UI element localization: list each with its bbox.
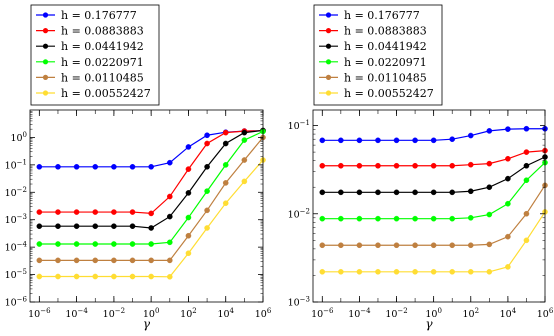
data-point <box>487 161 492 166</box>
data-point <box>394 269 399 274</box>
data-point <box>74 224 79 229</box>
data-point <box>338 190 343 195</box>
data-point <box>167 194 172 199</box>
data-point <box>111 274 116 279</box>
data-point <box>412 269 417 274</box>
legend-label: h = 0.00552427 <box>61 87 151 100</box>
data-point <box>524 178 529 183</box>
data-point <box>130 164 135 169</box>
y-tick-label-exponent: −3 <box>16 213 27 222</box>
data-point <box>375 269 380 274</box>
data-point <box>487 212 492 217</box>
data-point <box>186 215 191 220</box>
data-point <box>487 269 492 274</box>
data-point <box>130 274 135 279</box>
data-point <box>204 189 209 194</box>
y-tick-label-base: 10 <box>4 160 17 172</box>
x-tick-label-exponent: −4 <box>360 307 371 315</box>
data-point <box>204 141 209 146</box>
y-tick-label-exponent: −5 <box>16 268 27 277</box>
data-point <box>149 258 154 263</box>
legend-label: h = 0.0883883 <box>344 24 427 38</box>
data-point <box>505 264 510 269</box>
data-point <box>111 258 116 263</box>
data-point <box>111 241 116 246</box>
y-tick-label-base: 10 <box>4 242 17 254</box>
data-point <box>524 238 529 243</box>
x-tick-label-base: 10 <box>102 309 115 320</box>
y-tick-label-exponent: −2 <box>16 185 27 194</box>
legend-swatch-marker <box>43 75 48 80</box>
data-point <box>74 164 79 169</box>
data-point <box>431 243 436 248</box>
y-tick-label-base: 10 <box>4 270 17 282</box>
x-tick-label-base: 10 <box>254 309 267 320</box>
data-point <box>149 274 154 279</box>
data-point <box>450 163 455 168</box>
data-point <box>357 138 362 143</box>
x-tick-label-exponent: 0 <box>437 307 442 315</box>
data-point <box>450 216 455 221</box>
data-point <box>223 130 228 135</box>
data-point <box>111 164 116 169</box>
data-point <box>431 138 436 143</box>
y-tick-label-base: 10 <box>10 132 23 144</box>
legend-label: h = 0.0441942 <box>344 40 427 54</box>
legend-swatch-marker <box>326 59 331 64</box>
data-point <box>204 208 209 213</box>
data-point <box>357 216 362 221</box>
data-point <box>412 163 417 168</box>
x-tick-label-base: 10 <box>65 309 78 320</box>
y-tick-label-base: 10 <box>4 215 17 227</box>
y-tick-label-exponent: −1 <box>16 158 27 167</box>
legend-swatch-marker <box>326 12 331 17</box>
legend-swatch-marker <box>43 59 48 64</box>
data-point <box>320 190 325 195</box>
data-point <box>55 209 60 214</box>
data-point <box>394 163 399 168</box>
data-point <box>357 190 362 195</box>
y-tick-label-exponent: −3 <box>299 295 310 304</box>
legend-label: h = 0.0441942 <box>61 40 144 54</box>
data-point <box>130 258 135 263</box>
data-point <box>505 234 510 239</box>
data-point <box>223 162 228 167</box>
data-point <box>186 233 191 238</box>
data-point <box>412 243 417 248</box>
legend-label: h = 0.0220971 <box>344 55 427 69</box>
data-point <box>55 274 60 279</box>
data-point <box>487 185 492 190</box>
data-point <box>37 274 42 279</box>
data-point <box>357 269 362 274</box>
data-point <box>524 126 529 131</box>
legend-label: h = 0.176777 <box>61 9 137 22</box>
legend-swatch-marker <box>43 90 48 95</box>
y-tick-label-exponent: −4 <box>16 240 27 249</box>
data-point <box>338 163 343 168</box>
data-point <box>375 243 380 248</box>
data-point <box>320 138 325 143</box>
data-point <box>450 243 455 248</box>
data-point <box>487 128 492 133</box>
x-tick-label-base: 10 <box>536 309 549 320</box>
x-tick-label-exponent: 4 <box>511 307 517 315</box>
data-point <box>412 190 417 195</box>
data-point <box>320 243 325 248</box>
data-point <box>130 209 135 214</box>
x-tick-label-exponent: 2 <box>474 307 480 315</box>
x-tick-label-base: 10 <box>28 309 41 320</box>
x-tick-label-exponent: 4 <box>229 307 235 315</box>
data-point <box>204 133 209 138</box>
legend-swatch-marker <box>326 90 331 95</box>
data-point <box>167 160 172 165</box>
data-point <box>357 163 362 168</box>
data-point <box>468 243 473 248</box>
legend-swatch-marker <box>326 75 331 80</box>
y-tick-label-base: 10 <box>287 121 300 133</box>
data-point <box>505 201 510 206</box>
data-point <box>37 209 42 214</box>
data-point <box>93 241 98 246</box>
data-point <box>93 224 98 229</box>
data-point <box>338 243 343 248</box>
legend-swatch-marker <box>326 28 331 33</box>
data-point <box>167 240 172 245</box>
y-tick-label-exponent: −1 <box>299 119 310 128</box>
data-point <box>37 224 42 229</box>
data-point <box>431 190 436 195</box>
data-point <box>468 215 473 220</box>
data-point <box>394 216 399 221</box>
data-point <box>450 269 455 274</box>
data-point <box>242 137 247 142</box>
data-point <box>394 243 399 248</box>
data-point <box>167 274 172 279</box>
data-point <box>338 138 343 143</box>
data-point <box>468 162 473 167</box>
data-point <box>505 127 510 132</box>
data-point <box>167 214 172 219</box>
data-point <box>93 164 98 169</box>
x-tick-label-base: 10 <box>217 309 230 320</box>
x-tick-label-exponent: −6 <box>323 307 334 315</box>
x-tick-label-exponent: −4 <box>77 307 88 315</box>
data-point <box>74 274 79 279</box>
data-point <box>412 138 417 143</box>
data-point <box>167 258 172 263</box>
x-tick-label-base: 10 <box>348 309 361 320</box>
data-point <box>431 216 436 221</box>
data-point <box>186 190 191 195</box>
x-tick-label-base: 10 <box>462 309 475 320</box>
data-point <box>149 164 154 169</box>
data-point <box>130 241 135 246</box>
x-tick-label-exponent: 2 <box>192 307 197 315</box>
x-tick-label-exponent: −6 <box>40 307 51 315</box>
x-tick-label-base: 10 <box>425 309 438 320</box>
data-point <box>74 209 79 214</box>
data-point <box>468 133 473 138</box>
x-tick-label-base: 10 <box>180 309 193 320</box>
legend-label: h = 0.176777 <box>344 9 420 22</box>
legend-swatch-marker <box>43 28 48 33</box>
data-point <box>431 163 436 168</box>
data-point <box>242 179 247 184</box>
data-point <box>524 150 529 155</box>
data-point <box>338 216 343 221</box>
x-tick-label-exponent: −2 <box>397 307 408 315</box>
data-point <box>468 189 473 194</box>
data-point <box>55 258 60 263</box>
x-tick-label-base: 10 <box>311 309 324 320</box>
data-point <box>55 224 60 229</box>
y-tick-label-base: 10 <box>4 297 17 309</box>
x-tick-label-exponent: 6 <box>266 307 272 315</box>
data-point <box>320 269 325 274</box>
data-point <box>55 241 60 246</box>
data-point <box>431 269 436 274</box>
data-point <box>74 258 79 263</box>
data-point <box>204 164 209 169</box>
data-point <box>375 138 380 143</box>
x-tick-label-base: 10 <box>385 309 398 320</box>
data-point <box>468 269 473 274</box>
data-point <box>186 167 191 172</box>
data-point <box>149 241 154 246</box>
legend-swatch-marker <box>43 12 48 17</box>
x-axis-title: γ <box>425 317 433 331</box>
x-tick-label-base: 10 <box>142 309 155 320</box>
y-tick-label-base: 10 <box>287 297 300 309</box>
data-point <box>320 163 325 168</box>
x-tick-label-exponent: −2 <box>114 307 126 315</box>
data-point <box>93 274 98 279</box>
x-tick-label-base: 10 <box>499 309 512 320</box>
data-point <box>320 216 325 221</box>
data-point <box>524 163 529 168</box>
y-tick-label-exponent: 0 <box>22 130 27 139</box>
data-point <box>111 209 116 214</box>
data-point <box>37 241 42 246</box>
data-point <box>37 258 42 263</box>
data-point <box>55 164 60 169</box>
data-point <box>37 164 42 169</box>
data-point <box>450 137 455 142</box>
data-point <box>93 258 98 263</box>
data-point <box>242 130 247 135</box>
legend-label: h = 0.0883883 <box>61 24 144 38</box>
data-point <box>242 157 247 162</box>
y-tick-label-exponent: −6 <box>16 295 27 304</box>
data-point <box>375 163 380 168</box>
data-point <box>505 156 510 161</box>
legend-label: h = 0.0110485 <box>344 71 427 85</box>
data-point <box>524 211 529 216</box>
data-point <box>111 224 116 229</box>
data-point <box>487 242 492 247</box>
data-point <box>338 269 343 274</box>
legend-label: h = 0.0220971 <box>61 55 144 69</box>
y-tick-label-base: 10 <box>287 209 300 221</box>
data-point <box>149 225 154 230</box>
data-point <box>186 144 191 149</box>
y-tick-label-exponent: −2 <box>299 207 310 216</box>
data-point <box>93 209 98 214</box>
data-point <box>130 224 135 229</box>
data-point <box>186 251 191 256</box>
legend <box>314 5 442 105</box>
data-point <box>149 211 154 216</box>
data-point <box>223 141 228 146</box>
data-point <box>375 190 380 195</box>
legend-label: h = 0.00552427 <box>344 87 434 100</box>
data-point <box>74 241 79 246</box>
legend <box>31 5 159 105</box>
data-point <box>450 190 455 195</box>
data-point <box>223 180 228 185</box>
data-point <box>394 190 399 195</box>
data-point <box>412 216 417 221</box>
data-point <box>394 138 399 143</box>
data-point <box>375 216 380 221</box>
legend-swatch-marker <box>43 44 48 49</box>
legend-swatch-marker <box>326 44 331 49</box>
x-axis-title: γ <box>142 317 151 331</box>
data-point <box>223 201 228 206</box>
data-point <box>505 176 510 181</box>
data-point <box>357 243 362 248</box>
y-tick-label-base: 10 <box>4 187 17 199</box>
data-point <box>204 225 209 230</box>
x-tick-label-exponent: 6 <box>548 307 554 315</box>
x-tick-label-exponent: 0 <box>154 307 160 315</box>
legend-label: h = 0.0110485 <box>61 71 144 85</box>
